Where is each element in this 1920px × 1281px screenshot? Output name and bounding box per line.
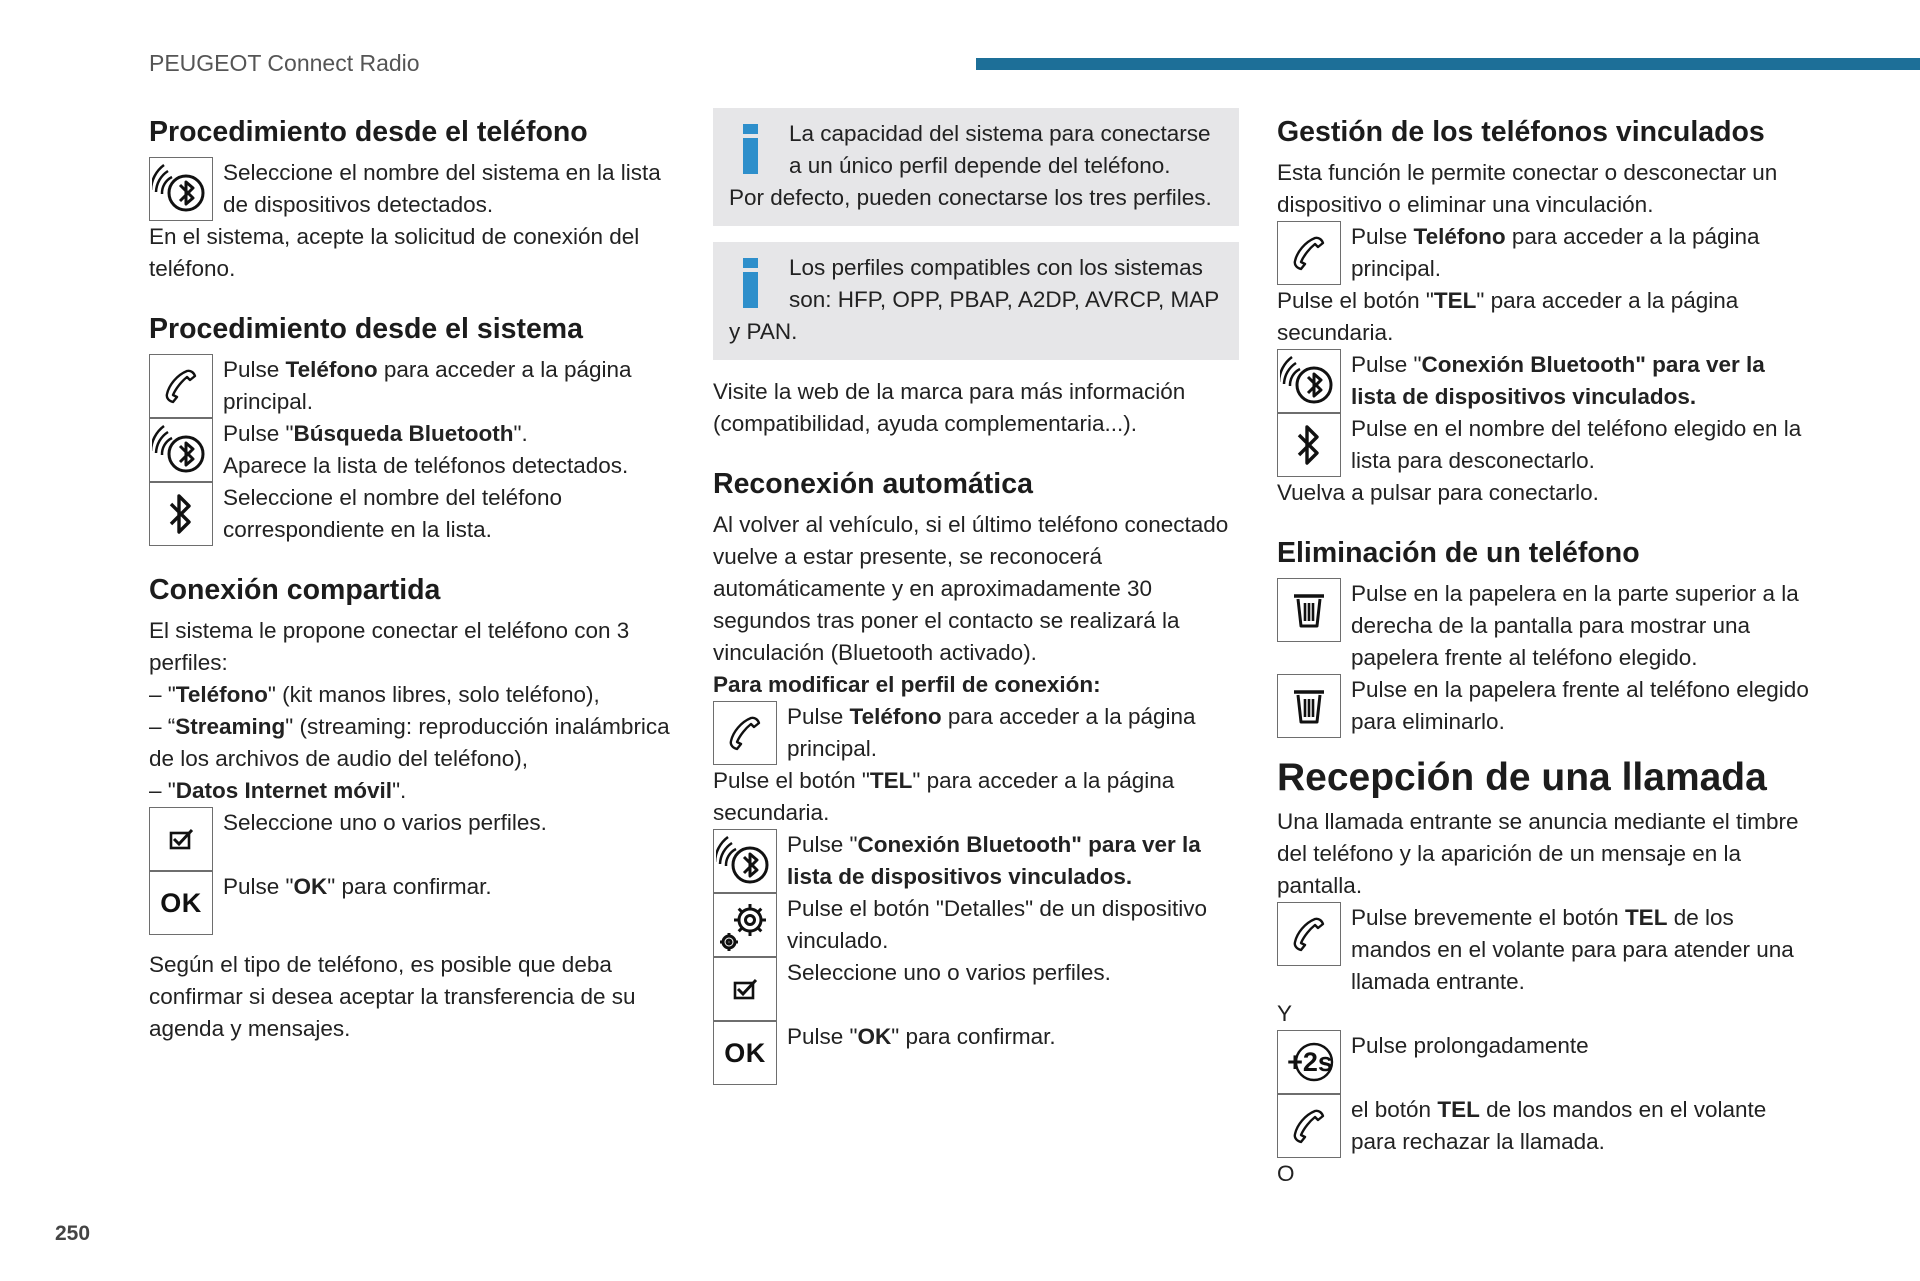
step-row (1277, 674, 1812, 738)
phone-handset-icon (1277, 221, 1341, 285)
phone-handset-icon (149, 354, 213, 418)
paragraph: Vuelva a pulsar para conectarlo. (1277, 480, 1599, 505)
trash-icon (1277, 578, 1341, 642)
paragraph: Pulse el botón "TEL" para acceder a la página secundaria. (1277, 288, 1739, 345)
info-icon (737, 258, 779, 310)
step-row (149, 871, 679, 935)
info-icon (737, 124, 779, 176)
paragraph: Pulse el botón "TEL" para acceder a la página secundaria. (713, 768, 1175, 825)
conjunction: O (1277, 1161, 1295, 1186)
step-text: Pulse "Búsqueda Bluetooth". (223, 421, 528, 446)
section-title-paired-phones: Gestión de los teléfonos vinculados (1277, 116, 1765, 148)
step-row (713, 957, 1239, 1021)
step-text: Pulse "OK" para confirmar. (787, 1024, 1056, 1049)
list-item: – "Datos Internet móvil". (149, 778, 407, 803)
step-row (1277, 902, 1812, 998)
step-row (713, 829, 1239, 893)
bluetooth-icon (1277, 413, 1341, 477)
header-title: PEUGEOT Connect Radio (149, 50, 420, 76)
section-title-auto-reconnect: Reconexión automática (713, 468, 1033, 500)
section-title-delete-phone: Eliminación de un teléfono (1277, 537, 1640, 569)
step-row (149, 418, 679, 482)
info-text: Por defecto, pueden conectarse los tres perfiles. (729, 185, 1212, 210)
step-row (149, 354, 679, 418)
step-text: el botón TEL de los mandos en el volante para rechazar la llamada. (1351, 1097, 1767, 1154)
phone-handset-icon (1277, 902, 1341, 966)
checkbox-icon (713, 957, 777, 1021)
step-text: Pulse brevemente el botón TEL de los mandos en el volante para para atender una llamada entrante. (1351, 905, 1794, 994)
header-accent-bar (976, 58, 1920, 70)
step-row (1277, 221, 1812, 285)
paragraph: Al volver al vehículo, si el último teléfono conectado vuelve a estar presente, se reconocerá automáticamente y en aproximadamente 30 segundos tras poner el contacto se realizará la vinculación (Bluetooth activado). (713, 512, 1229, 665)
long-press-icon (1277, 1030, 1341, 1094)
paragraph: Según el tipo de teléfono, es posible que deba confirmar si desea aceptar la transferencia de su agenda y mensajes. (149, 952, 636, 1041)
page-number: 250 (55, 1222, 91, 1245)
section-title-incoming-call: Recepción de una llamada (1277, 756, 1767, 799)
info-text: La capacidad del sistema para conectarse a un único perfil depende del teléfono. (789, 121, 1211, 178)
info-text: Los perfiles compatibles con los sistemas son: HFP, OPP, PBAP, A2DP, AVRCP, MAP y PAN. (729, 255, 1219, 344)
step-text: Pulse Teléfono para acceder a la página principal. (787, 704, 1196, 761)
step-text: Pulse "Conexión Bluetooth" para ver la lista de dispositivos vinculados. (787, 832, 1201, 889)
step-text: Pulse "OK" para confirmar. (223, 874, 492, 899)
step-text: Pulse el botón "Detalles" de un dispositivo vinculado. (787, 896, 1207, 953)
checkbox-icon (149, 807, 213, 871)
step-row (713, 701, 1239, 765)
bluetooth-icon (149, 482, 213, 546)
step-text: Seleccione el nombre del teléfono correspondiente en la lista. (223, 485, 562, 542)
step-text: Seleccione el nombre del sistema en la lista de dispositivos detectados. (223, 160, 661, 217)
settings-gear-icon (713, 893, 777, 957)
paragraph: Visite la web de la marca para más información (compatibilidad, ayuda complementaria...). (713, 379, 1186, 436)
step-row (1277, 578, 1812, 674)
info-box (713, 108, 1239, 226)
ok-icon: OK (713, 1021, 777, 1085)
step-row (1277, 349, 1812, 413)
trash-icon (1277, 674, 1341, 738)
step-row (713, 1021, 1239, 1085)
section-title-system-procedure: Procedimiento desde el sistema (149, 313, 583, 345)
paragraph: El sistema le propone conectar el teléfono con 3 perfiles: (149, 618, 630, 675)
column-2 (713, 108, 1239, 1085)
step-row (713, 893, 1239, 957)
step-row (149, 157, 679, 221)
step-text: Pulse Teléfono para acceder a la página principal. (223, 357, 632, 414)
paragraph: Esta función le permite conectar o desconectar un dispositivo o eliminar una vinculación. (1277, 160, 1778, 217)
list-item: – "Teléfono" (kit manos libres, solo teléfono), (149, 682, 600, 707)
section-title-phone-procedure: Procedimiento desde el teléfono (149, 116, 588, 148)
step-text: Pulse en la papelera en la parte superior a la derecha de la pantalla para mostrar una papelera frente al teléfono elegido. (1351, 581, 1799, 670)
step-row (1277, 1030, 1812, 1094)
bluetooth-search-icon (1277, 349, 1341, 413)
step-text: Pulse prolongadamente (1351, 1033, 1589, 1058)
step-text: Pulse en la papelera frente al teléfono elegido para eliminarlo. (1351, 677, 1809, 734)
step-row (1277, 413, 1812, 477)
info-box (713, 242, 1239, 360)
paragraph: En el sistema, acepte la solicitud de conexión del teléfono. (149, 224, 640, 281)
bluetooth-search-icon (713, 829, 777, 893)
conjunction: Y (1277, 1001, 1293, 1026)
step-row (149, 482, 679, 546)
bluetooth-search-icon (149, 157, 213, 221)
step-row (1277, 1094, 1812, 1158)
bold-label: Para modificar el perfil de conexión: (713, 672, 1101, 697)
step-row (149, 807, 679, 871)
column-1 (149, 112, 679, 1045)
step-text: Pulse "Conexión Bluetooth" para ver la lista de dispositivos vinculados. (1351, 352, 1765, 409)
step-text: Seleccione uno o varios perfiles. (223, 810, 547, 835)
section-title-shared-connection: Conexión compartida (149, 574, 441, 606)
phone-handset-icon (713, 701, 777, 765)
long-press-label: +2s (1287, 1047, 1333, 1077)
step-text: Pulse Teléfono para acceder a la página principal. (1351, 224, 1760, 281)
bluetooth-search-icon (149, 418, 213, 482)
step-text: Seleccione uno o varios perfiles. (787, 960, 1111, 985)
phone-handset-icon (1277, 1094, 1341, 1158)
paragraph: Una llamada entrante se anuncia mediante el timbre del teléfono y la aparición de un mensaje en la pantalla. (1277, 809, 1799, 898)
ok-icon: OK (149, 871, 213, 935)
step-text: Aparece la lista de teléfonos detectados. (223, 453, 629, 478)
column-3 (1277, 112, 1812, 1190)
step-text: Pulse en el nombre del teléfono elegido en la lista para desconectarlo. (1351, 416, 1802, 473)
list-item: – “Streaming" (streaming: reproducción inalámbrica de los archivos de audio del teléfono), (149, 714, 670, 771)
